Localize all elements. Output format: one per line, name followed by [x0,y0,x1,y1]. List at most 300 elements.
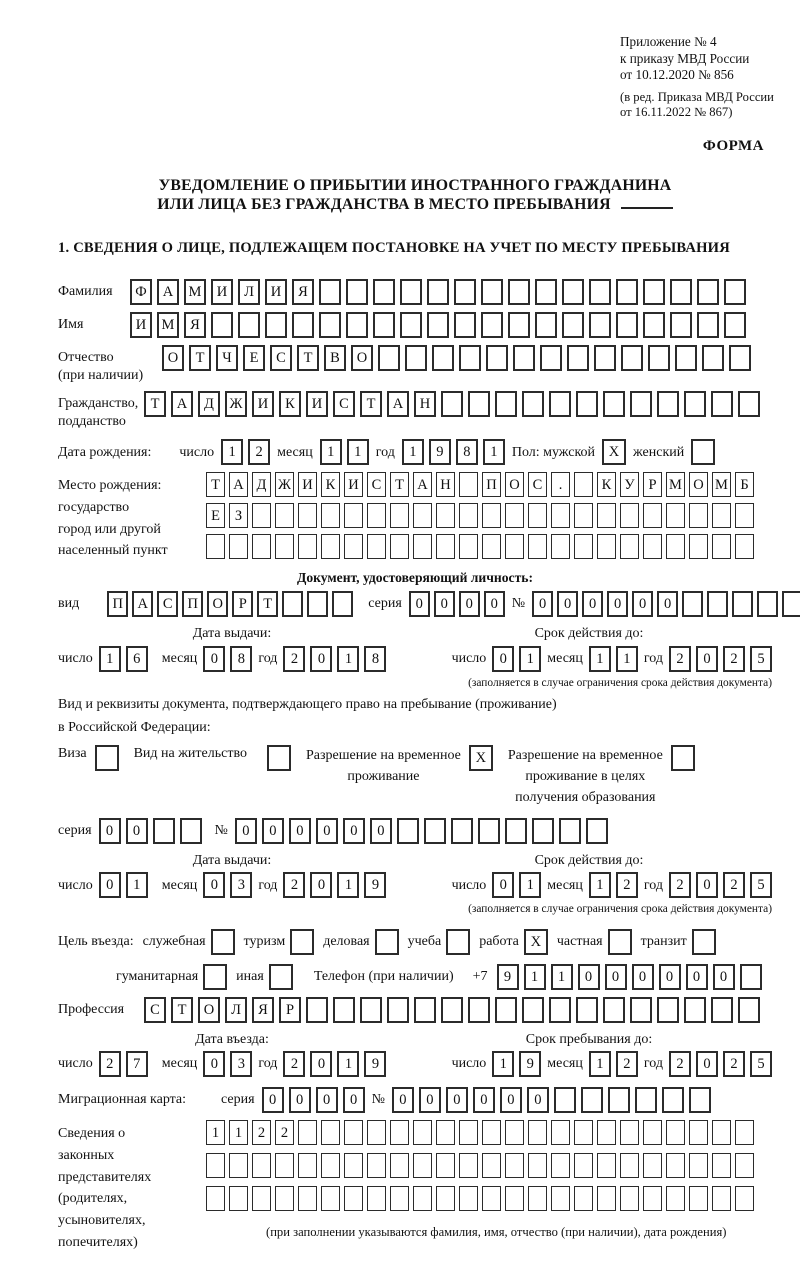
form-cell[interactable] [735,534,754,559]
form-cell[interactable]: Л [225,997,247,1023]
form-cell[interactable]: 2 [99,1051,121,1077]
form-cell[interactable] [574,1186,593,1211]
form-cell[interactable]: П [107,591,128,617]
purpose-checkbox-rabota[interactable]: X [524,929,548,955]
form-cell[interactable] [712,534,731,559]
form-cell[interactable] [275,1153,294,1178]
form-cell[interactable] [346,279,368,305]
form-cell[interactable] [387,997,409,1023]
form-cell[interactable]: Т [189,345,211,371]
form-cell[interactable] [400,279,422,305]
form-cell[interactable]: А [171,391,193,417]
form-cell[interactable]: 0 [582,591,603,617]
form-cell[interactable]: 2 [669,872,691,898]
form-cell[interactable] [459,1120,478,1145]
form-cell[interactable]: Л [238,279,260,305]
form-cell[interactable] [657,997,679,1023]
form-cell[interactable]: 0 [310,646,332,672]
purpose-checkbox-ucheba[interactable] [446,929,470,955]
form-cell[interactable]: 0 [434,591,455,617]
form-cell[interactable]: 5 [750,872,772,898]
purpose-checkbox-gumanitarnaya[interactable] [203,964,227,990]
form-cell[interactable]: И [306,391,328,417]
form-cell[interactable] [732,591,753,617]
form-cell[interactable] [344,1186,363,1211]
form-cell[interactable]: 5 [750,646,772,672]
form-cell[interactable] [367,534,386,559]
form-cell[interactable] [427,312,449,338]
form-cell[interactable]: 9 [364,1051,386,1077]
form-cell[interactable] [206,1186,225,1211]
form-cell[interactable]: А [387,391,409,417]
form-cell[interactable] [282,591,303,617]
form-cell[interactable]: 2 [252,1120,271,1145]
form-cell[interactable] [549,997,571,1023]
form-cell[interactable] [735,503,754,528]
purpose-checkbox-chastnaya[interactable] [608,929,632,955]
form-cell[interactable] [344,1153,363,1178]
form-cell[interactable]: С [528,472,547,497]
form-cell[interactable] [505,1186,524,1211]
form-cell[interactable] [321,503,340,528]
form-cell[interactable] [436,503,455,528]
form-cell[interactable]: З [229,503,248,528]
form-cell[interactable]: 2 [283,1051,305,1077]
visa-checkbox[interactable] [95,745,119,771]
form-cell[interactable] [666,503,685,528]
form-cell[interactable]: О [689,472,708,497]
form-cell[interactable] [567,345,589,371]
form-cell[interactable]: 1 [99,646,121,672]
form-cell[interactable]: М [666,472,685,497]
form-cell[interactable] [689,1087,711,1113]
form-cell[interactable] [495,391,517,417]
form-cell[interactable] [451,818,473,844]
form-cell[interactable]: 0 [632,964,654,990]
form-cell[interactable] [390,1153,409,1178]
form-cell[interactable] [405,345,427,371]
form-cell[interactable]: 1 [126,872,148,898]
form-cell[interactable]: 1 [337,646,359,672]
form-cell[interactable] [724,279,746,305]
form-cell[interactable]: А [132,591,153,617]
form-cell[interactable] [275,1186,294,1211]
form-cell[interactable] [551,503,570,528]
form-cell[interactable]: 1 [229,1120,248,1145]
form-cell[interactable] [265,312,287,338]
form-cell[interactable]: Т [171,997,193,1023]
form-cell[interactable] [459,472,478,497]
form-cell[interactable] [643,1186,662,1211]
purpose-checkbox-sluzhebnaya[interactable] [211,929,235,955]
form-cell[interactable]: М [712,472,731,497]
form-cell[interactable]: 0 [578,964,600,990]
form-cell[interactable] [620,1153,639,1178]
form-cell[interactable] [643,279,665,305]
form-cell[interactable] [528,503,547,528]
form-cell[interactable]: 2 [616,872,638,898]
form-cell[interactable] [211,312,233,338]
form-cell[interactable] [562,312,584,338]
form-cell[interactable]: Н [436,472,455,497]
form-cell[interactable] [307,591,328,617]
form-cell[interactable] [424,818,446,844]
form-cell[interactable] [436,1153,455,1178]
form-cell[interactable] [413,1120,432,1145]
form-cell[interactable] [657,391,679,417]
form-cell[interactable]: 2 [283,646,305,672]
purpose-checkbox-delovaya[interactable] [375,929,399,955]
form-cell[interactable]: 2 [669,646,691,672]
form-cell[interactable]: Ж [275,472,294,497]
form-cell[interactable] [346,312,368,338]
form-cell[interactable]: 0 [696,872,718,898]
form-cell[interactable]: Т [390,472,409,497]
form-cell[interactable] [367,1153,386,1178]
form-cell[interactable] [298,1153,317,1178]
form-cell[interactable] [630,391,652,417]
form-cell[interactable] [616,312,638,338]
form-cell[interactable] [620,1186,639,1211]
form-cell[interactable] [367,503,386,528]
form-cell[interactable] [238,312,260,338]
form-cell[interactable]: 9 [497,964,519,990]
form-cell[interactable]: 3 [230,872,252,898]
form-cell[interactable] [344,1120,363,1145]
form-cell[interactable]: 0 [459,591,480,617]
form-cell[interactable] [319,279,341,305]
form-cell[interactable]: 2 [616,1051,638,1077]
form-cell[interactable] [206,534,225,559]
form-cell[interactable]: 2 [248,439,270,465]
form-cell[interactable] [666,1186,685,1211]
form-cell[interactable] [528,1153,547,1178]
form-cell[interactable] [616,279,638,305]
form-cell[interactable] [528,1186,547,1211]
form-cell[interactable] [454,279,476,305]
form-cell[interactable] [532,818,554,844]
form-cell[interactable]: 1 [589,646,611,672]
form-cell[interactable] [712,1153,731,1178]
form-cell[interactable]: 6 [126,646,148,672]
form-cell[interactable]: 0 [446,1087,468,1113]
form-cell[interactable] [666,534,685,559]
form-cell[interactable]: 0 [607,591,628,617]
form-cell[interactable] [397,818,419,844]
form-cell[interactable]: 0 [686,964,708,990]
form-cell[interactable] [712,1120,731,1145]
form-cell[interactable] [738,391,760,417]
form-cell[interactable] [711,391,733,417]
form-cell[interactable]: 0 [316,818,338,844]
form-cell[interactable] [390,503,409,528]
form-cell[interactable]: 0 [99,872,121,898]
form-cell[interactable]: О [162,345,184,371]
form-cell[interactable]: С [157,591,178,617]
form-cell[interactable]: 0 [262,1087,284,1113]
form-cell[interactable]: 0 [605,964,627,990]
form-cell[interactable]: 0 [126,818,148,844]
form-cell[interactable] [589,279,611,305]
form-cell[interactable] [298,1120,317,1145]
form-cell[interactable]: С [367,472,386,497]
form-cell[interactable]: 9 [364,872,386,898]
form-cell[interactable]: . [551,472,570,497]
form-cell[interactable] [608,1087,630,1113]
form-cell[interactable] [724,312,746,338]
form-cell[interactable] [275,503,294,528]
form-cell[interactable] [643,534,662,559]
form-cell[interactable] [735,1153,754,1178]
form-cell[interactable]: И [344,472,363,497]
form-cell[interactable]: 8 [230,646,252,672]
form-cell[interactable] [360,997,382,1023]
form-cell[interactable]: 1 [347,439,369,465]
form-cell[interactable]: И [298,472,317,497]
form-cell[interactable] [229,534,248,559]
form-cell[interactable] [735,1120,754,1145]
form-cell[interactable] [581,1087,603,1113]
form-cell[interactable] [729,345,751,371]
form-cell[interactable]: У [620,472,639,497]
form-cell[interactable] [344,503,363,528]
form-cell[interactable]: 2 [723,872,745,898]
form-cell[interactable]: И [130,312,152,338]
form-cell[interactable] [594,345,616,371]
form-cell[interactable] [482,534,501,559]
form-cell[interactable] [505,1120,524,1145]
form-cell[interactable]: К [279,391,301,417]
form-cell[interactable] [621,345,643,371]
form-cell[interactable] [478,818,500,844]
form-cell[interactable]: 0 [99,818,121,844]
form-cell[interactable]: М [184,279,206,305]
form-cell[interactable] [735,1186,754,1211]
form-cell[interactable] [481,279,503,305]
form-cell[interactable] [508,312,530,338]
form-cell[interactable] [574,503,593,528]
purpose-checkbox-tranzit[interactable] [692,929,716,955]
form-cell[interactable]: 0 [203,872,225,898]
form-cell[interactable]: О [351,345,373,371]
form-cell[interactable]: М [157,312,179,338]
form-cell[interactable]: 0 [343,1087,365,1113]
form-cell[interactable] [306,997,328,1023]
form-cell[interactable]: Т [144,391,166,417]
form-cell[interactable]: 0 [657,591,678,617]
form-cell[interactable] [459,1153,478,1178]
form-cell[interactable]: Р [232,591,253,617]
form-cell[interactable] [522,997,544,1023]
form-cell[interactable] [459,345,481,371]
form-cell[interactable]: 1 [589,872,611,898]
form-cell[interactable] [675,345,697,371]
form-cell[interactable]: К [321,472,340,497]
form-cell[interactable] [229,1153,248,1178]
form-cell[interactable]: 1 [589,1051,611,1077]
form-cell[interactable]: С [270,345,292,371]
form-cell[interactable] [441,997,463,1023]
form-cell[interactable] [689,1120,708,1145]
form-cell[interactable]: А [157,279,179,305]
form-cell[interactable] [684,391,706,417]
form-cell[interactable]: 1 [337,1051,359,1077]
form-cell[interactable] [229,1186,248,1211]
form-cell[interactable] [697,312,719,338]
form-cell[interactable] [670,279,692,305]
form-cell[interactable]: 1 [551,964,573,990]
form-cell[interactable]: 9 [429,439,451,465]
form-cell[interactable] [153,818,175,844]
form-cell[interactable]: 2 [669,1051,691,1077]
form-cell[interactable]: 1 [483,439,505,465]
form-cell[interactable] [576,997,598,1023]
education-permit-checkbox[interactable] [671,745,695,771]
form-cell[interactable]: 0 [532,591,553,617]
form-cell[interactable]: О [198,997,220,1023]
form-cell[interactable] [505,534,524,559]
form-cell[interactable]: Ф [130,279,152,305]
form-cell[interactable] [486,345,508,371]
form-cell[interactable] [586,818,608,844]
form-cell[interactable] [482,503,501,528]
form-cell[interactable] [551,1120,570,1145]
form-cell[interactable]: 0 [235,818,257,844]
form-cell[interactable] [620,1120,639,1145]
form-cell[interactable] [551,534,570,559]
form-cell[interactable]: 0 [484,591,505,617]
form-cell[interactable]: 1 [519,646,541,672]
form-cell[interactable]: Я [184,312,206,338]
form-cell[interactable]: 0 [659,964,681,990]
form-cell[interactable]: 0 [557,591,578,617]
form-cell[interactable] [414,997,436,1023]
purpose-checkbox-turizm[interactable] [290,929,314,955]
form-cell[interactable]: 2 [723,1051,745,1077]
form-cell[interactable] [413,534,432,559]
form-cell[interactable] [697,279,719,305]
form-cell[interactable] [321,1153,340,1178]
form-cell[interactable] [597,503,616,528]
form-cell[interactable] [505,818,527,844]
sex-female-checkbox[interactable] [691,439,715,465]
form-cell[interactable] [574,472,593,497]
form-cell[interactable]: 0 [713,964,735,990]
form-cell[interactable] [508,279,530,305]
form-cell[interactable]: Т [257,591,278,617]
form-cell[interactable] [620,503,639,528]
form-cell[interactable]: 1 [519,872,541,898]
form-cell[interactable] [495,997,517,1023]
form-cell[interactable]: 0 [473,1087,495,1113]
form-cell[interactable]: 0 [527,1087,549,1113]
form-cell[interactable]: В [324,345,346,371]
form-cell[interactable] [344,534,363,559]
form-cell[interactable] [689,503,708,528]
form-cell[interactable] [436,1120,455,1145]
form-cell[interactable]: Ч [216,345,238,371]
form-cell[interactable] [554,1087,576,1113]
form-cell[interactable]: К [597,472,616,497]
form-cell[interactable]: 0 [370,818,392,844]
form-cell[interactable] [436,1186,455,1211]
form-cell[interactable]: Т [206,472,225,497]
form-cell[interactable] [505,1153,524,1178]
form-cell[interactable] [413,503,432,528]
form-cell[interactable]: 8 [456,439,478,465]
form-cell[interactable] [738,997,760,1023]
form-cell[interactable] [689,1153,708,1178]
form-cell[interactable]: Т [297,345,319,371]
form-cell[interactable] [712,503,731,528]
form-cell[interactable] [333,997,355,1023]
form-cell[interactable]: 0 [492,646,514,672]
form-cell[interactable] [540,345,562,371]
form-cell[interactable] [427,279,449,305]
form-cell[interactable] [378,345,400,371]
form-cell[interactable] [390,534,409,559]
form-cell[interactable] [275,534,294,559]
form-cell[interactable] [689,1186,708,1211]
form-cell[interactable] [662,1087,684,1113]
form-cell[interactable]: А [229,472,248,497]
residence-permit-checkbox[interactable] [267,745,291,771]
form-cell[interactable]: 8 [364,646,386,672]
form-cell[interactable]: 1 [320,439,342,465]
form-cell[interactable] [740,964,762,990]
form-cell[interactable]: 0 [500,1087,522,1113]
form-cell[interactable]: 2 [723,646,745,672]
form-cell[interactable]: 0 [203,646,225,672]
form-cell[interactable] [603,997,625,1023]
form-cell[interactable]: 0 [392,1087,414,1113]
form-cell[interactable]: 0 [310,1051,332,1077]
form-cell[interactable] [367,1186,386,1211]
form-cell[interactable] [482,1120,501,1145]
form-cell[interactable] [549,391,571,417]
form-cell[interactable]: 1 [524,964,546,990]
form-cell[interactable]: Е [206,503,225,528]
form-cell[interactable] [180,818,202,844]
form-cell[interactable] [551,1186,570,1211]
form-cell[interactable] [643,503,662,528]
form-cell[interactable] [603,391,625,417]
form-cell[interactable] [707,591,728,617]
form-cell[interactable] [711,997,733,1023]
form-cell[interactable] [597,534,616,559]
form-cell[interactable]: Н [414,391,436,417]
form-cell[interactable] [559,818,581,844]
form-cell[interactable] [441,391,463,417]
form-cell[interactable]: Я [292,279,314,305]
form-cell[interactable] [576,391,598,417]
form-cell[interactable] [689,534,708,559]
form-cell[interactable] [319,312,341,338]
form-cell[interactable] [535,279,557,305]
form-cell[interactable] [468,997,490,1023]
form-cell[interactable] [459,503,478,528]
form-cell[interactable]: 2 [275,1120,294,1145]
form-cell[interactable] [574,1120,593,1145]
form-cell[interactable]: 1 [492,1051,514,1077]
form-cell[interactable] [648,345,670,371]
form-cell[interactable] [757,591,778,617]
form-cell[interactable] [643,1153,662,1178]
form-cell[interactable]: 0 [409,591,430,617]
form-cell[interactable]: 1 [221,439,243,465]
form-cell[interactable] [574,1153,593,1178]
form-cell[interactable] [666,1120,685,1145]
